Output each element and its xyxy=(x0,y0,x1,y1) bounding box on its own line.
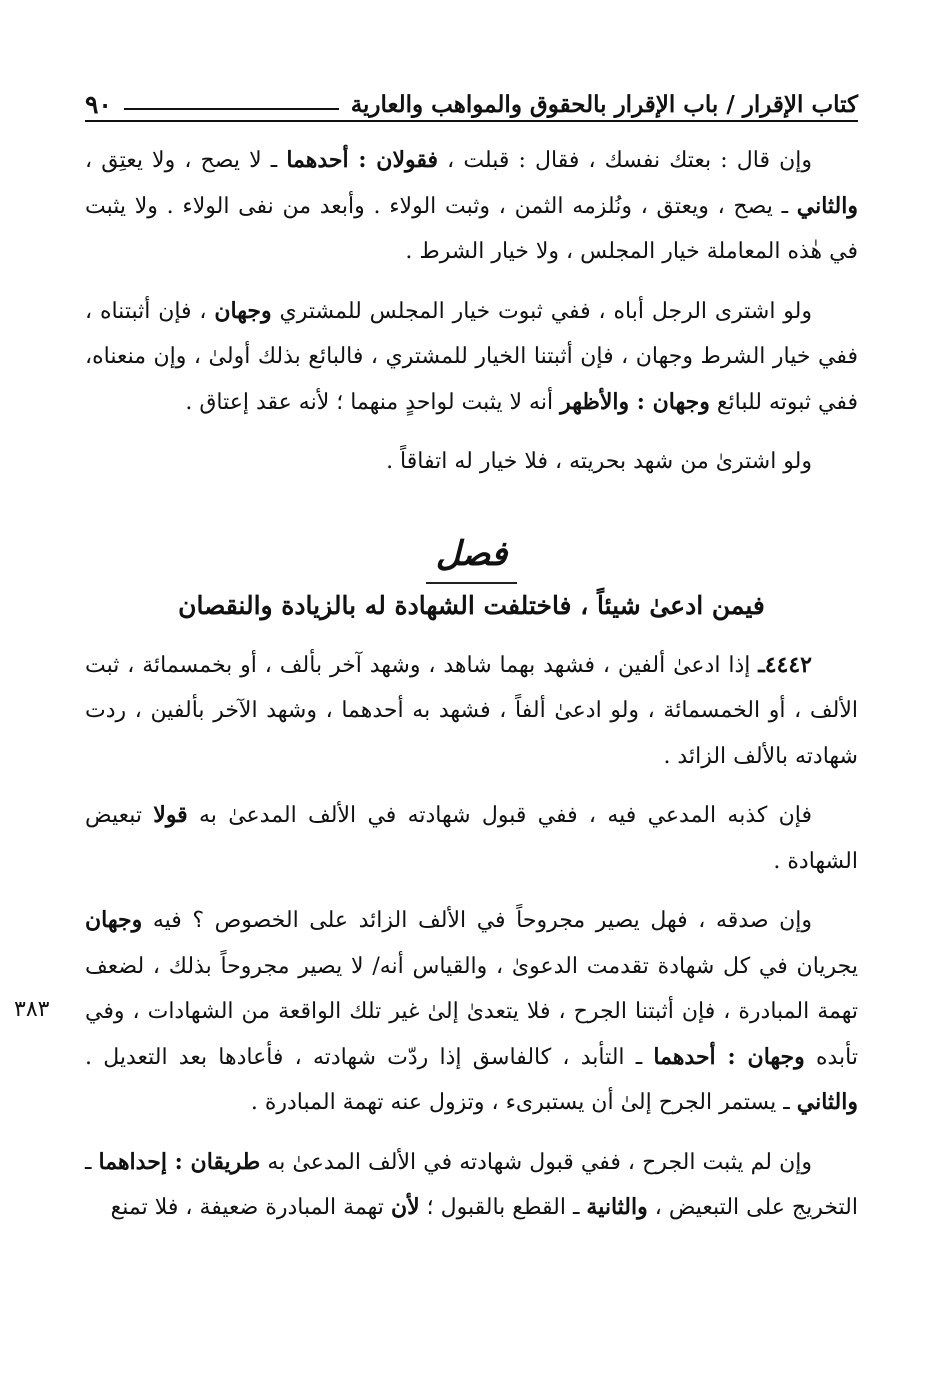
text-run: ـ يصح ، ويعتق ، ونُلزمه الثمن ، وثبت الولاء . وأبعد من نفى الولاء . ولا يثبت في هٰذه المعاملة خيار المجلس ، ولا خيار الشرط . xyxy=(85,193,858,264)
paragraph xyxy=(85,643,858,780)
bold-run: لأن xyxy=(390,1194,420,1220)
bold-run: وجهان : والأظهر xyxy=(560,388,710,415)
page-body xyxy=(85,138,858,1245)
bold-run: وجهان xyxy=(214,297,272,324)
paragraph xyxy=(85,898,858,1126)
bold-run: وجهان : أحدهما xyxy=(653,1043,805,1070)
page-header xyxy=(85,84,858,122)
text-run: ـ يستمر الجرح إلىٰ أن يستبرىء ، وتزول عنه تهمة المبادرة . xyxy=(250,1090,797,1115)
header-rule xyxy=(124,108,339,110)
text-run: ولو اشترىٰ من شهد بحريته ، فلا خيار له اتفاقاً . xyxy=(386,449,812,474)
bold-run: والثانية xyxy=(586,1194,648,1220)
paragraph xyxy=(85,793,858,884)
text-run: أنه لا يثبت لواحدٍ منهما ؛ لأنه عقد إعتاق . xyxy=(185,389,561,415)
text-run: ـ التأبد ، كالفاسق إذا ردّت شهادته ، فأعادها بعد التعديل . xyxy=(85,1044,654,1070)
bold-run: قولا xyxy=(153,802,188,828)
text-run: إذا ادعىٰ ألفين ، فشهد بهما شاهد ، وشهد آخر بألف ، أو بخمسمائة ، ثبت الألف ، أو الخمسمائة ، ولو ادعىٰ ألفاً ، فشهد به أحدهما ، وشهد الآخر بألفين ، ردت شهادته بالألف الزائد . xyxy=(85,652,858,769)
section-ornament xyxy=(85,527,858,583)
text-run: وإن لم يثبت الجرح ، ففي قبول شهادته في الألف المدعىٰ به xyxy=(260,1149,812,1175)
text-run: تهمة المبادرة ضعيفة ، فلا تمنع xyxy=(110,1195,391,1220)
paragraph xyxy=(85,289,858,426)
text-run: تبعيض الشهادة . xyxy=(85,803,858,874)
bold-run: طريقان : إحداهما xyxy=(98,1148,261,1175)
text-run: ولو اشترى الرجل أباه ، ففي ثبوت خيار المجلس للمشتري xyxy=(271,298,812,324)
margin-reference-number: ٣٨٣ xyxy=(14,997,50,1022)
text-run: ، فإن أثبتناه ، ففي خيار الشرط وجهان ، فإن أثبتنا الخيار للمشتري ، فالبائع بذلك أولىٰ ، وإن منعناه، ففي ثبوته للبائع xyxy=(85,298,858,415)
bold-run: فقولان : أحدهما xyxy=(286,147,438,173)
text-run: ـ لا يصح ، ولا يعتِق ، xyxy=(85,148,287,173)
text-run: وإن صدقه ، فهل يصير مجروحاً في الألف الزائد على الخصوص ؟ فيه xyxy=(142,908,812,933)
section-title: فيمن ادعىٰ شيئاً ، فاختلفت الشهادة له بالزيادة والنقصان xyxy=(178,590,765,620)
text-run: ـ القطع بالقبول ؛ xyxy=(419,1195,587,1220)
paragraph xyxy=(85,138,858,275)
paragraph xyxy=(85,1140,858,1231)
running-title: كتاب الإقرار / باب الإقرار بالحقوق والمواهب والعارية xyxy=(350,91,858,118)
issue-number: ٤٤٤٢ـ xyxy=(758,651,812,678)
page-number: ٩٠ xyxy=(85,90,112,119)
bold-run: والثاني xyxy=(796,1089,858,1115)
bold-run: وجهان xyxy=(85,907,143,933)
paragraph xyxy=(85,439,858,485)
text-run: وإن قال : بعتك نفسك ، فقال : قبلت ، xyxy=(438,148,812,173)
text-run: ـ التخريج على التبعيض ، xyxy=(85,1149,858,1220)
text-run: يجريان في كل شهادة تقدمت الدعوىٰ ، والقياس أنه/ لا يصير مجروحاً بذلك ، لضعف تهمة المبادرة ، فإن أثبتنا الجرح ، فلا يتعدىٰ إلىٰ غير تلك الواقعة من الشهادات ، وفي تأبده xyxy=(85,953,858,1070)
ornament-text: فصل xyxy=(426,526,518,584)
bold-run: والثاني xyxy=(796,192,858,219)
text-run: فإن كذبه المدعي فيه ، ففي قبول شهادته في الألف المدعىٰ به xyxy=(187,803,812,828)
